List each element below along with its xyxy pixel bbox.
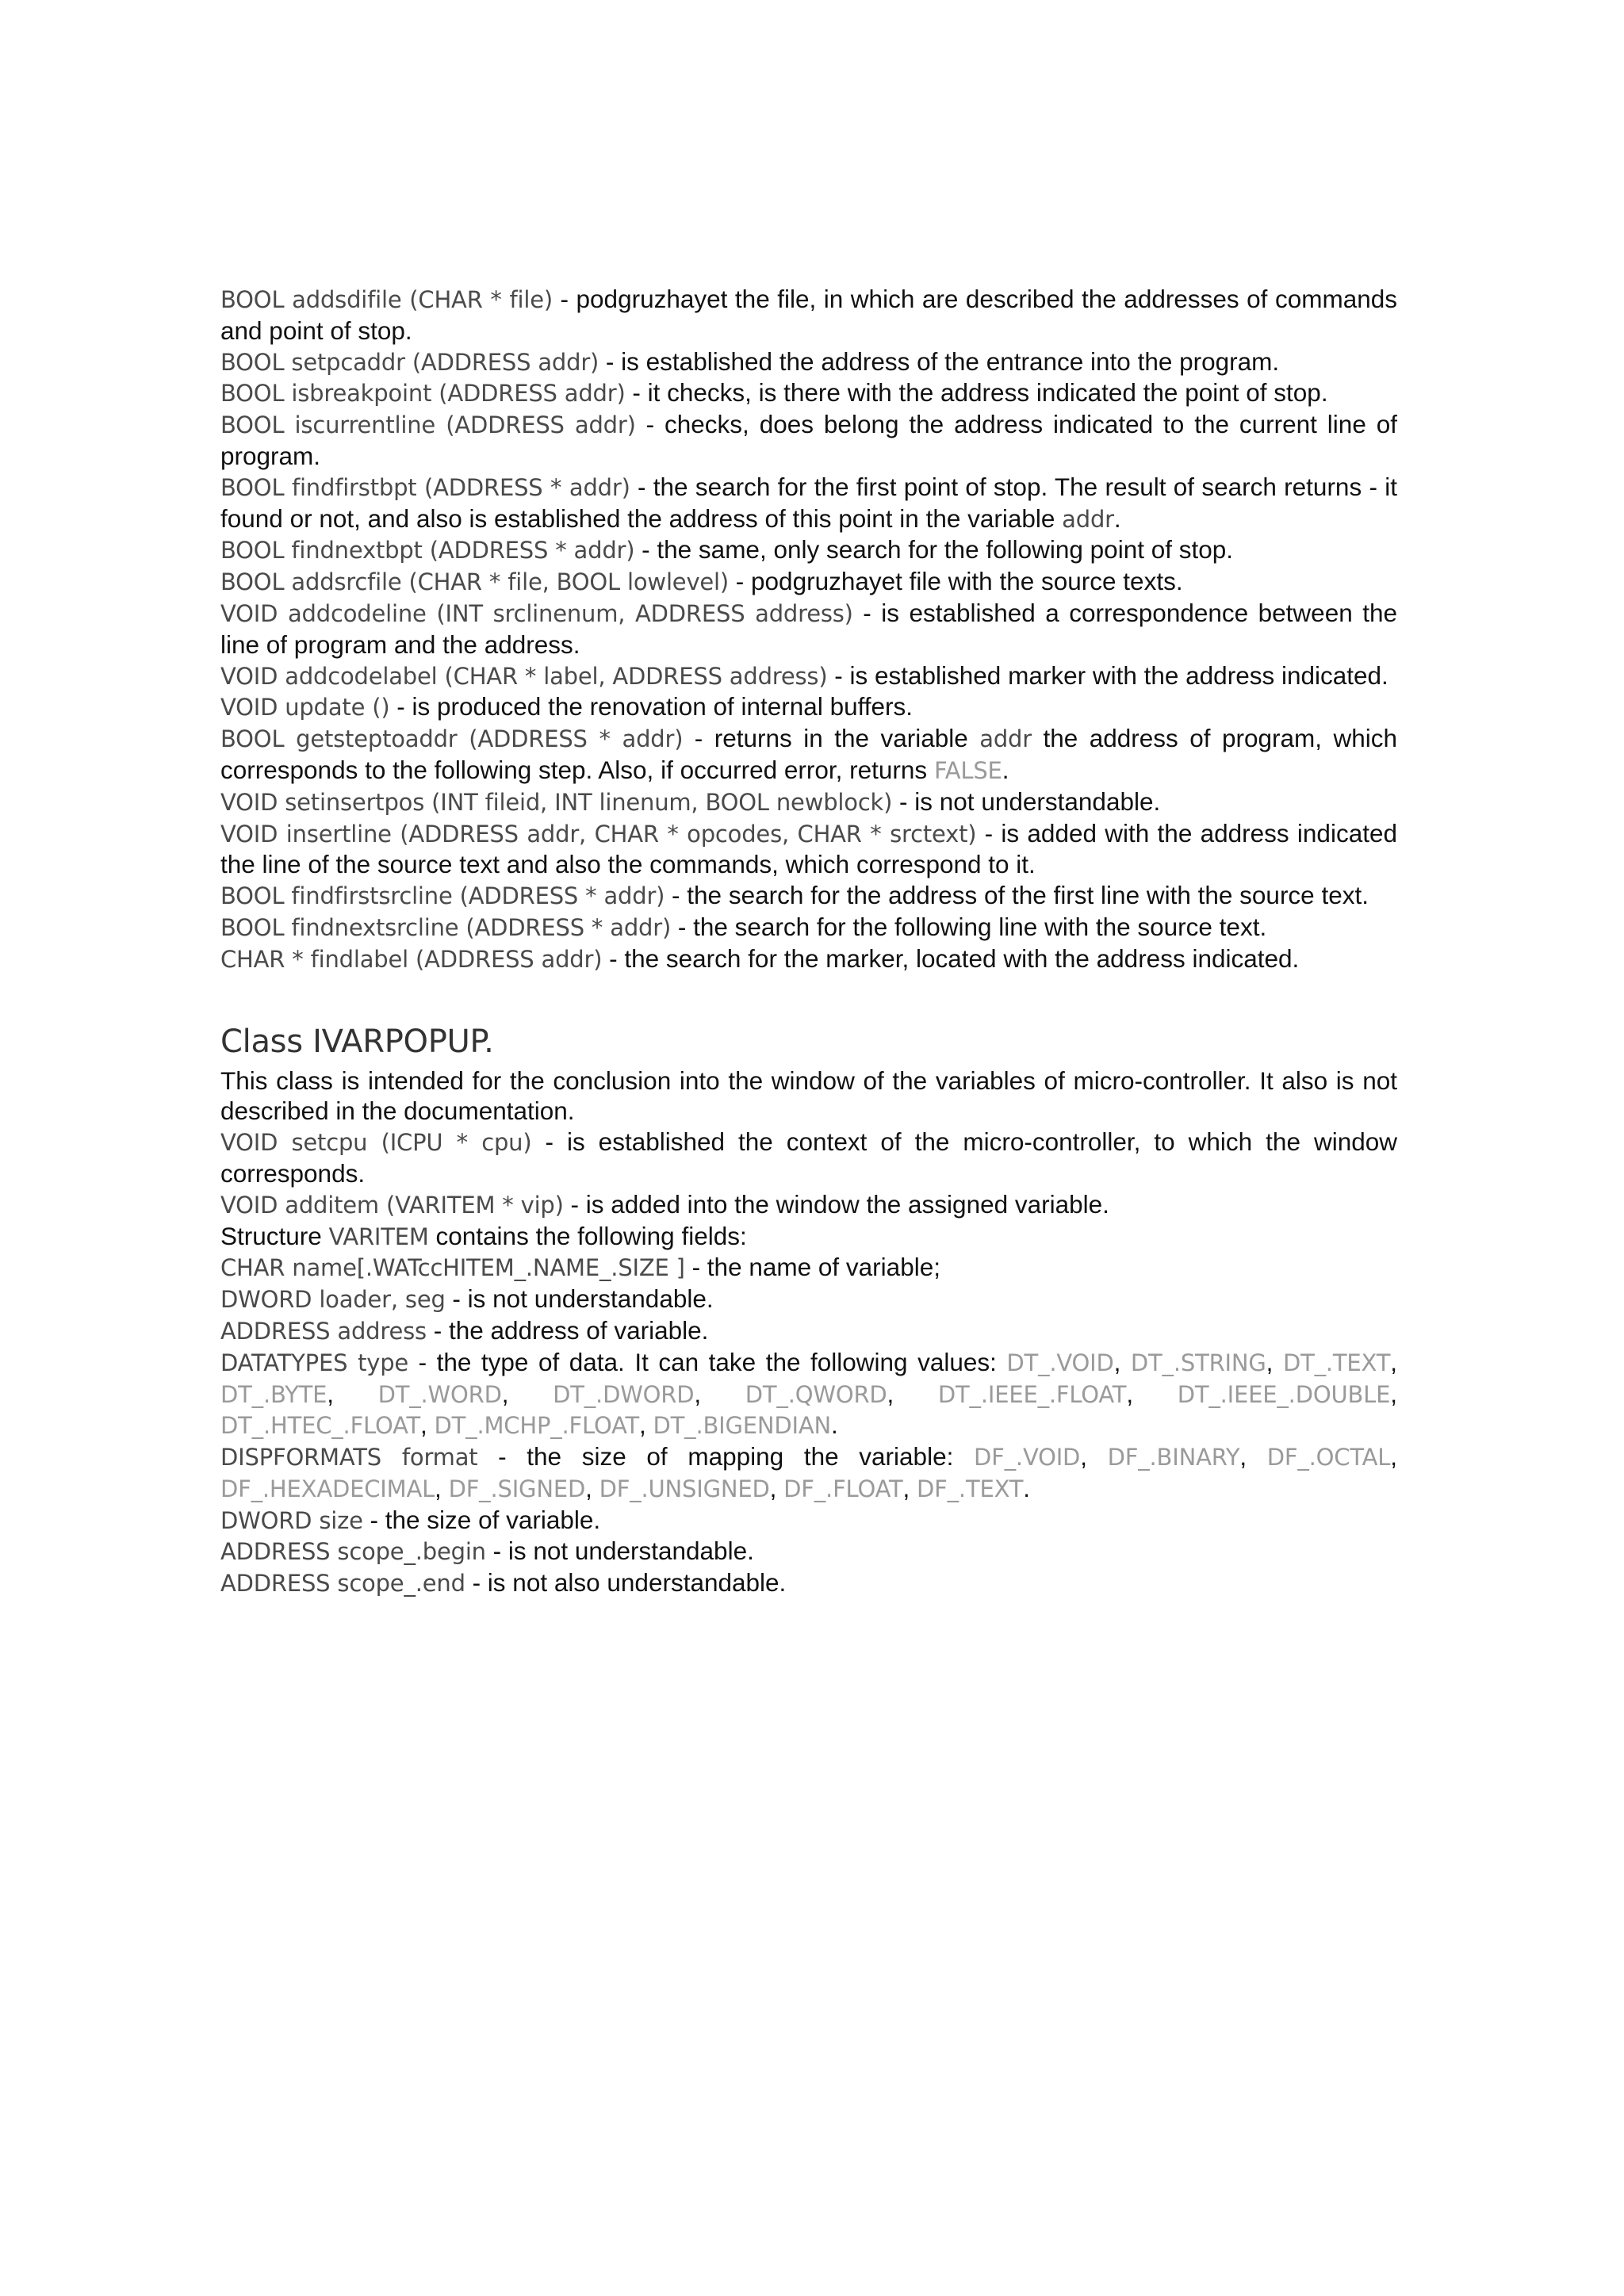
entry-setinsertpos bbox=[220, 786, 1397, 818]
signature: BOOL setpcaddr (ADDRESS addr) bbox=[220, 348, 599, 376]
signature: VOID insertline (ADDRESS addr, CHAR * opcodes, CHAR * srctext) bbox=[220, 820, 977, 848]
list-separator: , bbox=[638, 1410, 653, 1440]
signature: DISPFORMATS format bbox=[220, 1444, 478, 1471]
signature: ADDRESS scope_.end bbox=[220, 1570, 465, 1598]
datatype-value: DT_.VOID bbox=[1006, 1349, 1114, 1376]
entry-findlabel bbox=[220, 943, 1397, 975]
signature: BOOL getsteptoaddr (ADDRESS * addr) bbox=[220, 725, 684, 753]
signature: VOID update () bbox=[220, 694, 390, 721]
datatype-value: DT_.QWORD bbox=[745, 1380, 887, 1408]
inline-code: addr bbox=[979, 725, 1032, 753]
field-format bbox=[220, 1441, 1397, 1505]
signature: DWORD size bbox=[220, 1506, 363, 1534]
description: - is added into the window the assigned variable. bbox=[563, 1189, 1109, 1219]
entry-findfirstbpt bbox=[220, 472, 1397, 535]
entry-findfirstsrcline bbox=[220, 880, 1397, 912]
description: - the name of variable; bbox=[684, 1253, 940, 1282]
entry-addcodeline bbox=[220, 598, 1397, 660]
list-separator: , bbox=[769, 1473, 784, 1502]
dispformat-value: DF_.BINARY bbox=[1107, 1444, 1240, 1471]
dispformat-value: DF_.SIGNED bbox=[448, 1475, 586, 1502]
ivarpopup-section bbox=[220, 1066, 1397, 1600]
entry-getsteptoaddr bbox=[220, 723, 1397, 786]
entry-addsrcfile bbox=[220, 566, 1397, 598]
signature: CHAR * findlabel (ADDRESS addr) bbox=[220, 945, 603, 973]
constant-value: FALSE bbox=[933, 756, 1002, 784]
description: - the search for the following line with the source text. bbox=[671, 912, 1267, 941]
description: - the search for the marker, located with the address indicated. bbox=[602, 943, 1300, 973]
tail: . bbox=[1002, 755, 1009, 784]
dispformat-value: DF_.OCTAL bbox=[1266, 1444, 1391, 1471]
datatype-value: DT_.HTEC_.FLOAT bbox=[220, 1412, 420, 1440]
signature: BOOL findfirstsrcline (ADDRESS * addr) bbox=[220, 882, 665, 910]
entry-setcpu bbox=[220, 1127, 1397, 1189]
signature: VOID setcpu (ICPU * cpu) bbox=[220, 1129, 532, 1157]
entry-update bbox=[220, 691, 1397, 723]
signature: BOOL findnextsrcline (ADDRESS * addr) bbox=[220, 913, 672, 941]
description: - is established marker with the address indicated. bbox=[827, 660, 1388, 690]
inline-code: addr bbox=[1062, 505, 1114, 533]
field-address bbox=[220, 1315, 1397, 1347]
signature: ADDRESS scope_.begin bbox=[220, 1538, 486, 1566]
datatype-value: DT_.WORD bbox=[377, 1380, 502, 1408]
description: - the search for the address of the first line with the source text. bbox=[665, 881, 1369, 910]
datatype-value: DT_.MCHP_.FLOAT bbox=[434, 1412, 639, 1440]
list-separator: , bbox=[585, 1473, 599, 1502]
entry-isbreakpoint bbox=[220, 377, 1397, 409]
dispformat-value: DF_.TEXT bbox=[917, 1475, 1024, 1502]
signature: BOOL addsrcfile (CHAR * file, BOOL lowlevel) bbox=[220, 568, 730, 596]
description: - is produced the renovation of internal buffers. bbox=[389, 692, 914, 721]
list-separator: , bbox=[1390, 1379, 1398, 1408]
field-type bbox=[220, 1347, 1397, 1441]
description: - is added with the address indicated the line of the source text and also the commands, which correspond to it. bbox=[220, 818, 1398, 879]
signature: BOOL findnextbpt (ADDRESS * addr) bbox=[220, 537, 635, 564]
list-separator: . bbox=[1023, 1473, 1031, 1502]
tail: . bbox=[1113, 503, 1121, 533]
dispformat-value: DF_.HEXADECIMAL bbox=[220, 1475, 435, 1502]
list-separator: , bbox=[1266, 1347, 1283, 1376]
list-separator: , bbox=[1080, 1442, 1108, 1471]
signature: VOID setinsertpos (INT fileid, INT linenum, BOOL newblock) bbox=[220, 788, 893, 816]
description: - the size of mapping the variable: bbox=[477, 1442, 975, 1471]
list-separator: , bbox=[1390, 1442, 1397, 1471]
document-page bbox=[220, 284, 1397, 1599]
description: - is established the context of the micro-controller, to which the window corresponds. bbox=[220, 1127, 1398, 1188]
entry-findnextsrcline bbox=[220, 912, 1397, 943]
method-list bbox=[220, 284, 1397, 975]
list-separator: , bbox=[887, 1379, 938, 1408]
dispformat-value: DF_.FLOAT bbox=[783, 1475, 903, 1502]
list-separator: , bbox=[1239, 1442, 1267, 1471]
description: - the search for the first point of stop. The result of search returns - it found or not, and also is established the address of this point in the variable bbox=[220, 472, 1397, 533]
description: - checks, does belong the address indicated to the current line of program. bbox=[220, 410, 1398, 470]
field-loader bbox=[220, 1284, 1397, 1315]
datatype-value: DT_.DWORD bbox=[553, 1380, 695, 1408]
entry-additem bbox=[220, 1189, 1397, 1221]
signature: BOOL addsdifile (CHAR * file) bbox=[220, 286, 553, 313]
entry-addsdifile bbox=[220, 284, 1397, 346]
list-separator: , bbox=[327, 1379, 378, 1408]
structure-line bbox=[220, 1221, 1397, 1253]
description: - it checks, is there with the address indicated the point of stop. bbox=[625, 378, 1328, 408]
entry-findnextbpt bbox=[220, 534, 1397, 566]
dispformat-value: DF_.VOID bbox=[974, 1444, 1081, 1471]
list-separator: , bbox=[501, 1379, 553, 1408]
signature: DATATYPES type bbox=[220, 1349, 409, 1376]
description: - the address of variable. bbox=[426, 1315, 709, 1345]
structure-prefix: Structure bbox=[220, 1221, 329, 1250]
description: - the type of data. It can take the following values: bbox=[408, 1347, 1007, 1376]
list-separator: , bbox=[1126, 1379, 1178, 1408]
description: - is not understandable. bbox=[892, 786, 1161, 816]
description: - returns in the variable bbox=[683, 724, 980, 753]
signature: ADDRESS address bbox=[220, 1317, 427, 1345]
description: - is not understandable. bbox=[485, 1536, 754, 1566]
list-separator: . bbox=[831, 1410, 838, 1440]
signature: DWORD loader, seg bbox=[220, 1286, 446, 1314]
datatype-value: DT_.IEEE_.FLOAT bbox=[937, 1380, 1127, 1408]
list-separator: , bbox=[902, 1473, 917, 1502]
description: - is established the address of the entrance into the program. bbox=[599, 346, 1280, 376]
datatype-value: DT_.BIGENDIAN bbox=[653, 1412, 832, 1440]
entry-setpcaddr bbox=[220, 346, 1397, 378]
list-separator: , bbox=[1113, 1347, 1131, 1376]
field-name bbox=[220, 1252, 1397, 1284]
field-scope-begin bbox=[220, 1536, 1397, 1567]
structure-name: VARITEM bbox=[328, 1223, 429, 1250]
list-separator: , bbox=[435, 1473, 449, 1502]
description: - is not also understandable. bbox=[465, 1568, 787, 1598]
signature: VOID addcodelabel (CHAR * label, ADDRESS address) bbox=[220, 662, 828, 690]
description: - podgruzhayet file with the source texts. bbox=[729, 567, 1183, 596]
signature: CHAR name[.WATccHITEM_.NAME_.SIZE ] bbox=[220, 1254, 685, 1282]
signature: BOOL findfirstbpt (ADDRESS * addr) bbox=[220, 473, 630, 501]
list-separator: , bbox=[694, 1379, 745, 1408]
description: - the same, only search for the following point of stop. bbox=[634, 535, 1234, 564]
signature: BOOL iscurrentline (ADDRESS addr) bbox=[220, 411, 636, 439]
dispformat-value: DF_.UNSIGNED bbox=[599, 1475, 770, 1502]
description: - is not understandable. bbox=[445, 1284, 714, 1314]
datatype-value: DT_.TEXT bbox=[1282, 1349, 1391, 1376]
entry-addcodelabel bbox=[220, 660, 1397, 692]
signature: BOOL isbreakpoint (ADDRESS addr) bbox=[220, 380, 626, 408]
structure-suffix: contains the following fields: bbox=[428, 1221, 747, 1250]
datatype-value: DT_.BYTE bbox=[220, 1380, 327, 1408]
entry-iscurrentline bbox=[220, 409, 1397, 472]
description: - podgruzhayet the file, in which are described the addresses of commands and point of stop. bbox=[220, 285, 1397, 345]
field-size bbox=[220, 1505, 1397, 1536]
section-heading: Class IVARPOPUP. bbox=[220, 1023, 494, 1060]
description: - the size of variable. bbox=[362, 1505, 601, 1534]
list-separator: , bbox=[420, 1410, 435, 1440]
signature: VOID additem (VARITEM * vip) bbox=[220, 1191, 564, 1219]
intro-paragraph: This class is intended for the conclusion into the window of the variables of micro-controller. It also is not described in the documentation. bbox=[220, 1066, 1397, 1126]
field-scope-end bbox=[220, 1567, 1397, 1599]
list-separator: , bbox=[1390, 1347, 1397, 1376]
datatype-value: DT_.IEEE_.DOUBLE bbox=[1177, 1380, 1391, 1408]
entry-insertline bbox=[220, 818, 1397, 881]
description: - is established a correspondence between the line of program and the address. bbox=[220, 598, 1397, 659]
datatype-value: DT_.STRING bbox=[1130, 1349, 1266, 1376]
description-continued: the address of program, which corresponds to the following step. Also, if occurred error, returns bbox=[220, 724, 1398, 784]
signature: VOID addcodeline (INT srclinenum, ADDRESS address) bbox=[220, 599, 853, 627]
